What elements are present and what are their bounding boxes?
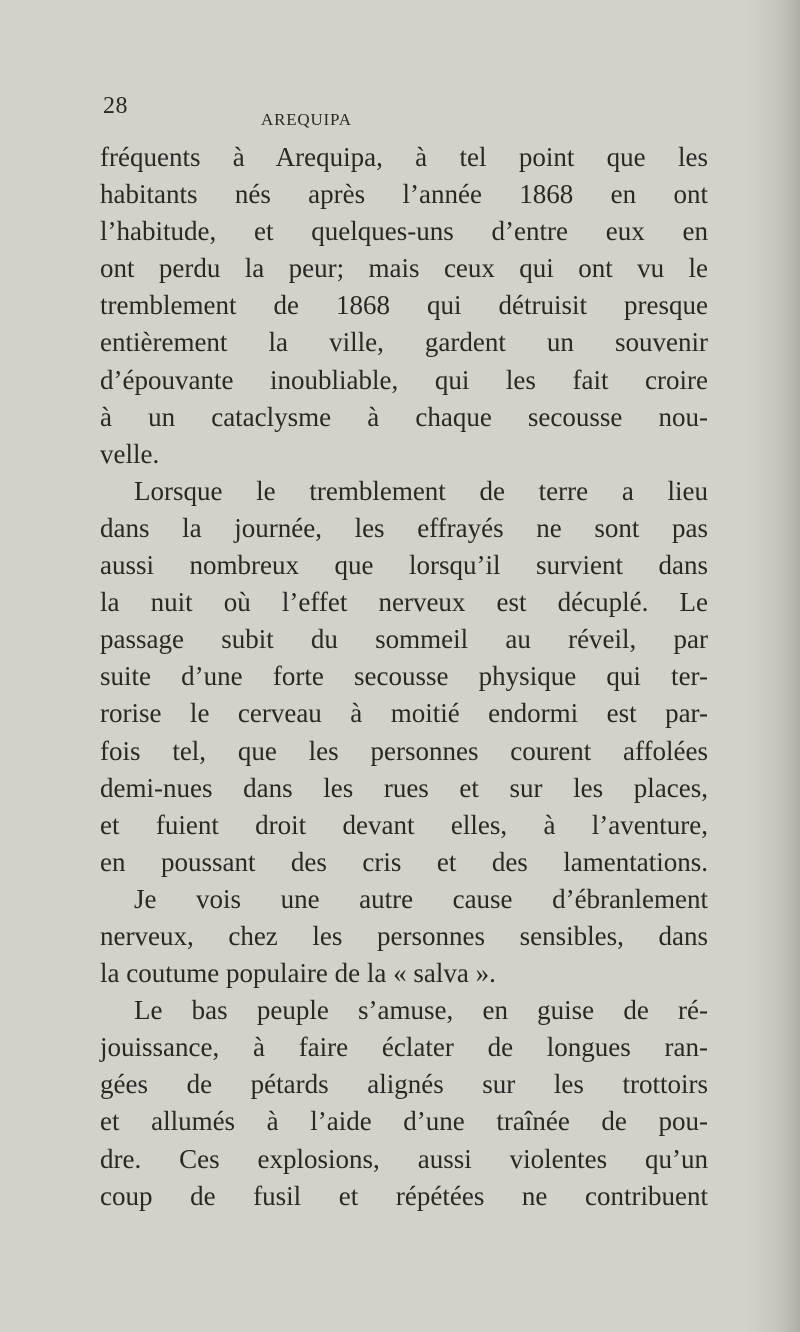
text-line: nerveux, chez les personnes sensibles, dans	[100, 920, 708, 951]
text-line: à un cataclysme à chaque secousse nou-	[100, 401, 708, 432]
text-line: la coutume populaire de la « salva ».	[100, 958, 496, 989]
text-line: entièrement la ville, gardent un souvenir	[100, 327, 708, 358]
text-line: Je vois une autre cause d’ébranlement	[134, 883, 708, 914]
text-line: et allumés à l’aide d’une traînée de pou-	[100, 1106, 708, 1137]
text-line: la nuit où l’effet nerveux est décuplé. Le	[100, 587, 708, 618]
text-line: dans la journée, les effrayés ne sont pas	[100, 512, 708, 543]
text-line: aussi nombreux que lorsqu’il survient dans	[100, 550, 708, 581]
page-edge-shadow	[745, 0, 800, 1332]
text-line: suite d’une forte secousse physique qui ter-	[100, 661, 708, 692]
text-line: Le bas peuple s’amuse, en guise de ré-	[134, 995, 708, 1026]
text-line: fréquents à Arequipa, à tel point que les	[100, 142, 708, 172]
text-line: Lorsque le tremblement de terre a lieu	[134, 475, 708, 506]
text-line: demi-nues dans les rues et sur les places,	[100, 772, 708, 803]
running-title: AREQUIPA	[261, 110, 352, 129]
text-line: rorise le cerveau à moitié endormi est par-	[100, 698, 708, 729]
text-line: et fuient droit devant elles, à l’aventure,	[100, 809, 708, 840]
text-line: ont perdu la peur; mais ceux qui ont vu le	[100, 253, 708, 284]
page-number: 28	[103, 93, 128, 119]
body-text	[100, 139, 708, 1215]
text-line: gées de pétards alignés sur les trottoirs	[100, 1069, 708, 1100]
text-line: passage subit du sommeil au réveil, par	[100, 624, 708, 655]
text-line: jouissance, à faire éclater de longues ran-	[100, 1032, 708, 1063]
text-line: en poussant des cris et des lamentations.	[100, 846, 708, 877]
text-line: velle.	[100, 438, 160, 469]
text-line: l’habitude, et quelques-uns d’entre eux en	[100, 216, 708, 247]
text-line: d’épouvante inoubliable, qui les fait croire	[100, 364, 708, 395]
text-line: habitants nés après l’année 1868 en ont	[100, 179, 708, 210]
text-line: fois tel, que les personnes courent affolées	[100, 735, 708, 766]
text-line: dre. Ces explosions, aussi violentes qu’un	[100, 1143, 708, 1174]
text-line: tremblement de 1868 qui détruisit presque	[100, 290, 708, 321]
text-line: coup de fusil et répétées ne contribuent	[100, 1180, 708, 1211]
